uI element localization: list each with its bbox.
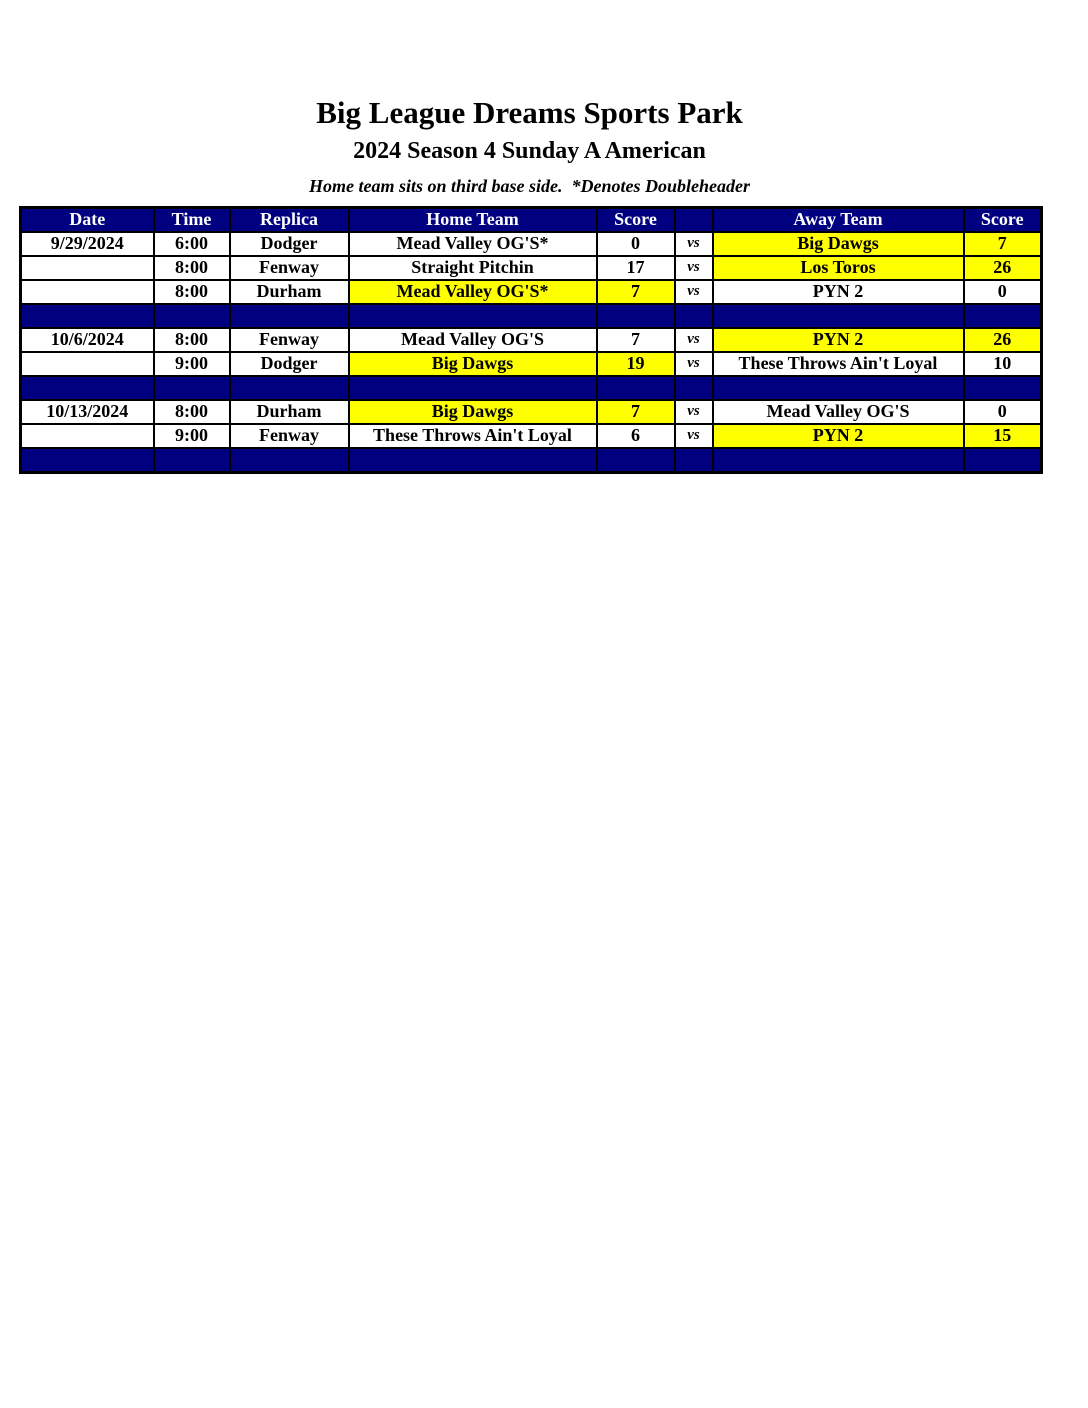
separator-cell [964, 304, 1042, 328]
separator-cell [675, 448, 713, 473]
separator-cell [21, 376, 154, 400]
replica-cell: Dodger [230, 232, 349, 256]
separator-cell [597, 376, 675, 400]
time-cell: 9:00 [154, 424, 230, 448]
col-header-vs [675, 207, 713, 232]
schedule-sheet [19, 0, 1040, 474]
col-header-home-team: Home Team [349, 207, 597, 232]
away-team-cell: Mead Valley OG'S [713, 400, 964, 424]
col-header-away-score: Score [964, 207, 1042, 232]
replica-cell: Durham [230, 400, 349, 424]
separator-cell [713, 448, 964, 473]
separator-row [21, 304, 1042, 328]
away-team-cell: Big Dawgs [713, 232, 964, 256]
separator-cell [349, 376, 597, 400]
away-team-cell: PYN 2 [713, 328, 964, 352]
separator-cell [154, 448, 230, 473]
separator-row [21, 448, 1042, 473]
away-team-cell: PYN 2 [713, 424, 964, 448]
time-cell: 8:00 [154, 400, 230, 424]
home-team-note: Home team sits on third base side. *Denotes Doubleheader [309, 175, 750, 196]
vs-cell: vs [675, 328, 713, 352]
vs-cell: vs [675, 400, 713, 424]
separator-cell [713, 304, 964, 328]
away-score-cell: 7 [964, 232, 1042, 256]
time-cell: 8:00 [154, 328, 230, 352]
date-cell [21, 352, 154, 376]
col-header-time: Time [154, 207, 230, 232]
col-header-home-score: Score [597, 207, 675, 232]
vs-cell: vs [675, 256, 713, 280]
vs-cell: vs [675, 424, 713, 448]
home-score-cell: 7 [597, 400, 675, 424]
page-title: Big League Dreams Sports Park [316, 95, 743, 130]
home-score-cell: 7 [597, 328, 675, 352]
time-cell: 9:00 [154, 352, 230, 376]
home-score-cell: 17 [597, 256, 675, 280]
date-cell [21, 256, 154, 280]
replica-cell: Fenway [230, 256, 349, 280]
separator-cell [597, 448, 675, 473]
date-cell: 10/13/2024 [21, 400, 154, 424]
separator-row [21, 376, 1042, 400]
time-cell: 8:00 [154, 256, 230, 280]
col-header-replica: Replica [230, 207, 349, 232]
separator-cell [675, 376, 713, 400]
away-team-cell: PYN 2 [713, 280, 964, 304]
away-score-cell: 26 [964, 256, 1042, 280]
home-team-cell: Mead Valley OG'S* [349, 232, 597, 256]
separator-cell [230, 448, 349, 473]
game-row [21, 232, 1042, 256]
date-cell [21, 424, 154, 448]
separator-cell [964, 376, 1042, 400]
page-subtitle: 2024 Season 4 Sunday A American [353, 137, 706, 164]
away-team-cell: These Throws Ain't Loyal [713, 352, 964, 376]
time-cell: 8:00 [154, 280, 230, 304]
game-row [21, 256, 1042, 280]
replica-cell: Fenway [230, 424, 349, 448]
col-header-date: Date [21, 207, 154, 232]
away-score-cell: 0 [964, 400, 1042, 424]
away-score-cell: 26 [964, 328, 1042, 352]
away-score-cell: 0 [964, 280, 1042, 304]
separator-cell [349, 304, 597, 328]
separator-cell [964, 448, 1042, 473]
home-score-cell: 0 [597, 232, 675, 256]
schedule-table [19, 206, 1043, 474]
home-team-cell: These Throws Ain't Loyal [349, 424, 597, 448]
away-score-cell: 15 [964, 424, 1042, 448]
separator-cell [597, 304, 675, 328]
game-row [21, 424, 1042, 448]
separator-cell [21, 448, 154, 473]
away-score-cell: 10 [964, 352, 1042, 376]
separator-cell [230, 304, 349, 328]
game-row [21, 352, 1042, 376]
game-row [21, 400, 1042, 424]
replica-cell: Dodger [230, 352, 349, 376]
home-team-cell: Big Dawgs [349, 352, 597, 376]
game-row [21, 280, 1042, 304]
home-team-cell: Mead Valley OG'S* [349, 280, 597, 304]
separator-cell [230, 376, 349, 400]
date-cell [21, 280, 154, 304]
replica-cell: Fenway [230, 328, 349, 352]
away-team-cell: Los Toros [713, 256, 964, 280]
vs-cell: vs [675, 280, 713, 304]
separator-cell [713, 376, 964, 400]
home-team-cell: Straight Pitchin [349, 256, 597, 280]
vs-cell: vs [675, 232, 713, 256]
time-cell: 6:00 [154, 232, 230, 256]
separator-cell [349, 448, 597, 473]
separator-cell [675, 304, 713, 328]
separator-cell [21, 304, 154, 328]
header-row [21, 207, 1042, 232]
home-team-cell: Big Dawgs [349, 400, 597, 424]
home-score-cell: 19 [597, 352, 675, 376]
game-row [21, 328, 1042, 352]
replica-cell: Durham [230, 280, 349, 304]
home-score-cell: 6 [597, 424, 675, 448]
separator-cell [154, 304, 230, 328]
col-header-away-team: Away Team [713, 207, 964, 232]
date-cell: 10/6/2024 [21, 328, 154, 352]
home-score-cell: 7 [597, 280, 675, 304]
date-cell: 9/29/2024 [21, 232, 154, 256]
vs-cell: vs [675, 352, 713, 376]
home-team-cell: Mead Valley OG'S [349, 328, 597, 352]
separator-cell [154, 376, 230, 400]
